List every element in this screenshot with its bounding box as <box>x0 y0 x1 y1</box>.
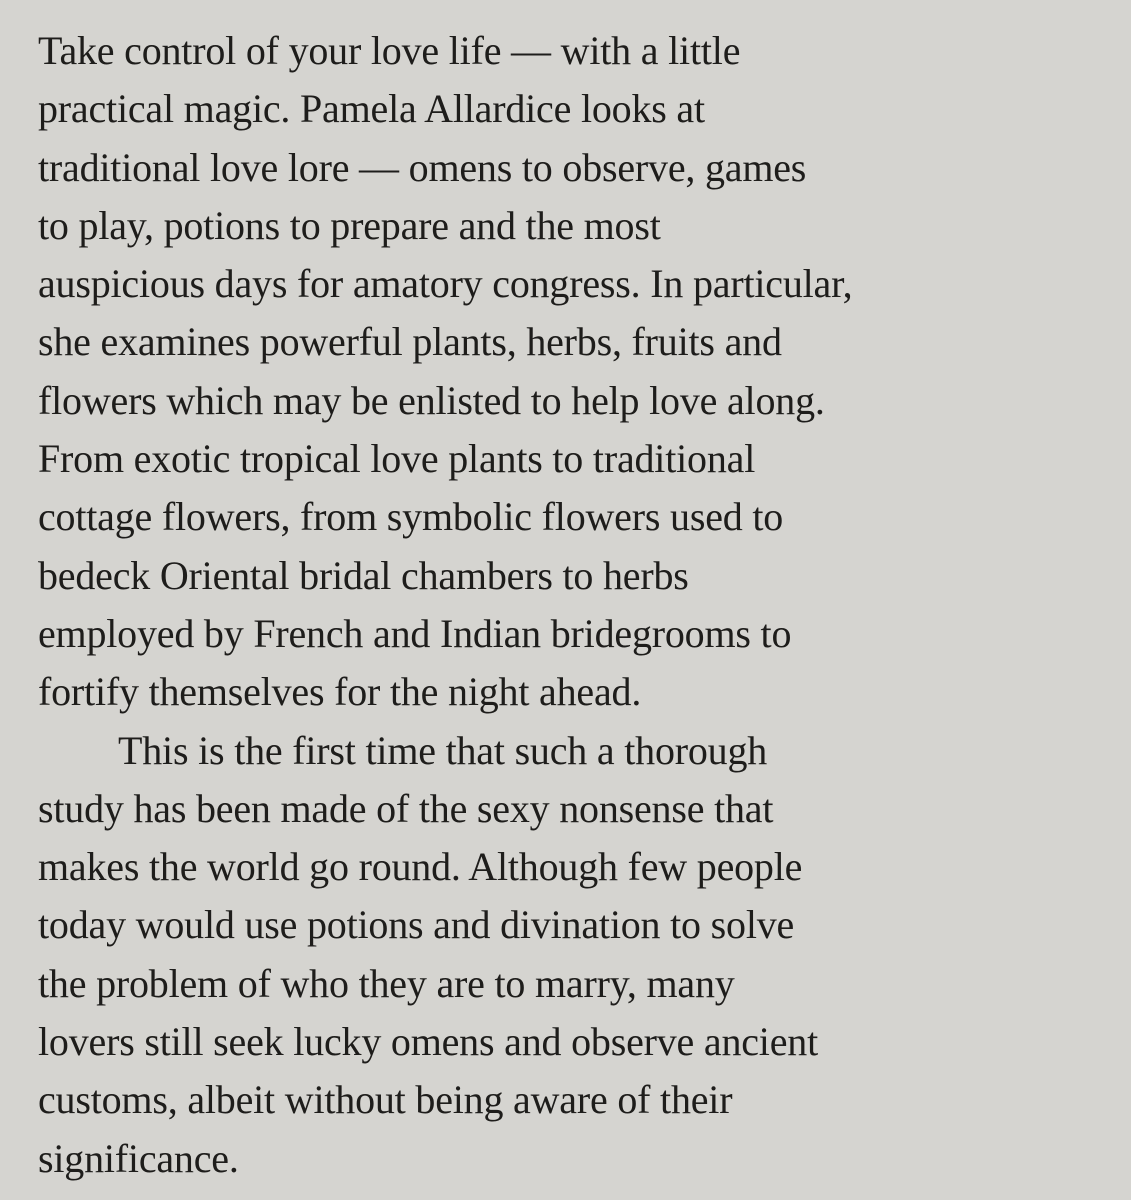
text-line: employed by French and Indian bridegrooms to <box>38 610 792 656</box>
paragraph-1 <box>38 22 1118 722</box>
text-line: practical magic. Pamela Allardice looks at <box>38 86 705 132</box>
text-line: today would use potions and divination to solve <box>38 902 795 948</box>
text-line: study has been made of the sexy nonsense that <box>38 785 774 831</box>
text-line: traditional love lore — omens to observe, games <box>38 144 807 190</box>
text-line: cottage flowers, from symbolic flowers used to <box>38 494 784 540</box>
text-line: This is the first time that such a thorough <box>118 727 768 773</box>
text-line: From exotic tropical love plants to traditional <box>38 436 756 482</box>
text-line: lovers still seek lucky omens and observe ancient <box>38 1019 818 1065</box>
text-line: to play, potions to prepare and the most <box>38 202 661 248</box>
text-line: bedeck Oriental bridal chambers to herbs <box>38 552 689 598</box>
text-line: she examines powerful plants, herbs, fruits and <box>38 319 782 365</box>
paragraph-2 <box>38 722 1118 1188</box>
text-line: auspicious days for amatory congress. In particular, <box>38 261 853 307</box>
text-line: makes the world go round. Although few people <box>38 844 803 890</box>
text-line: the problem of who they are to marry, many <box>38 960 735 1006</box>
text-line: flowers which may be enlisted to help love along. <box>38 377 825 423</box>
text-line: significance. <box>38 1135 239 1181</box>
book-blurb <box>38 22 1118 1188</box>
text-line: customs, albeit without being aware of their <box>38 1077 733 1123</box>
text-line: Take control of your love life — with a little <box>38 28 741 73</box>
text-line: fortify themselves for the night ahead. <box>38 669 642 715</box>
